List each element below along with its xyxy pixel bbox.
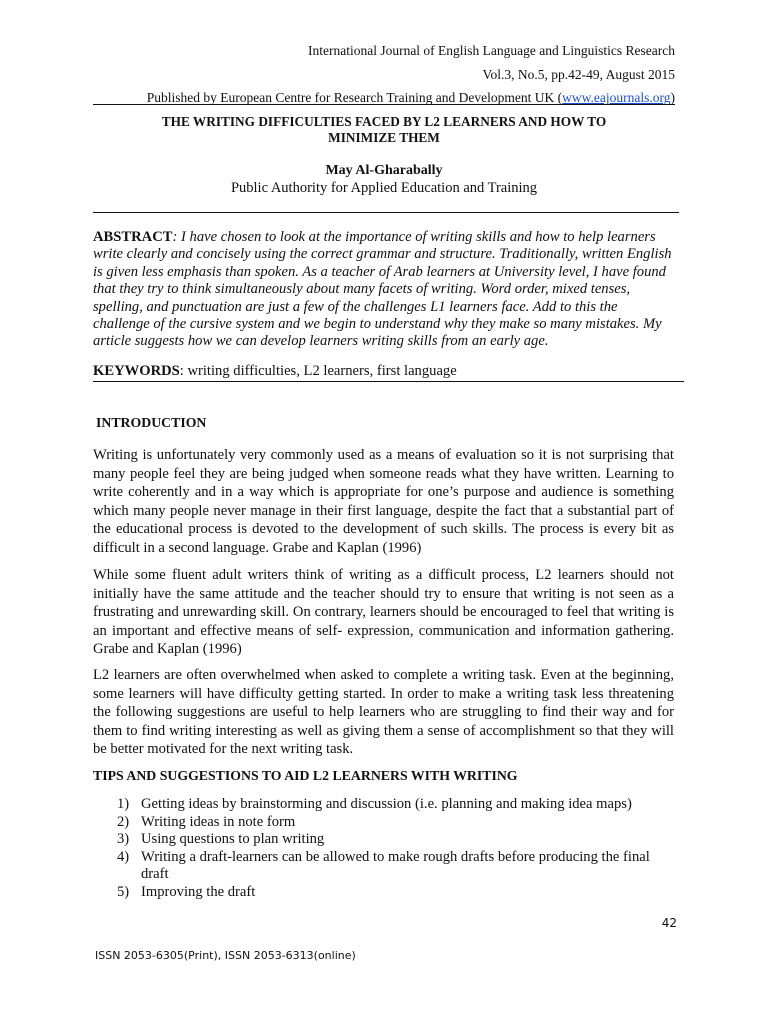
article-title	[93, 114, 675, 146]
list-number: 1)	[117, 796, 130, 812]
title-divider	[93, 212, 679, 213]
keywords	[93, 363, 457, 380]
page-number: 42	[661, 916, 677, 930]
keywords-label: KEYWORDS	[93, 363, 180, 379]
list-number: 2)	[117, 813, 130, 830]
journal-name: International Journal of English Language and Linguistics Research	[307, 43, 675, 58]
keywords-text: : writing difficulties, L2 learners, first language	[179, 363, 457, 379]
issn-footer: ISSN 2053-6305(Print), ISSN 2053-6313(online)	[95, 949, 356, 962]
list-item	[117, 884, 677, 902]
list-item	[117, 814, 677, 832]
list-number: 4)	[117, 848, 130, 865]
tips-heading: TIPS AND SUGGESTIONS TO AID L2 LEARNERS WITH WRITING	[93, 768, 518, 783]
keywords-divider	[93, 381, 684, 382]
title-line-2: MINIMIZE THEM	[328, 130, 440, 145]
abstract	[93, 229, 676, 351]
list-text: Writing ideas in note form	[141, 813, 296, 830]
list-item	[117, 796, 677, 814]
list-text: Getting ideas by brainstorming and discussion (i.e. planning and making idea maps)	[141, 796, 632, 812]
abstract-label: ABSTRACT	[93, 229, 173, 245]
list-number: 5)	[117, 883, 130, 900]
list-text: Improving the draft	[141, 883, 256, 900]
journal-website-link[interactable]: www.eajournals.org	[562, 90, 671, 105]
author-affiliation: Public Authority for Applied Education and Training	[230, 180, 538, 196]
list-text: Writing a draft-learners can be allowed to make rough drafts before producing the final draft	[141, 848, 650, 883]
abstract-colon: :	[172, 229, 178, 245]
publisher-suffix: )	[670, 90, 675, 105]
title-line-1: THE WRITING DIFFICULTIES FACED BY L2 LEARNERS AND HOW TO	[161, 114, 607, 129]
list-text: Using questions to plan writing	[141, 831, 325, 848]
list-item	[117, 831, 677, 849]
volume-info: Vol.3, No.5, pp.42-49, August 2015	[482, 67, 675, 82]
tips-list	[117, 796, 677, 902]
author-name: May Al-Gharabally	[325, 163, 443, 178]
list-number: 3)	[117, 831, 130, 848]
list-item	[117, 849, 677, 884]
abstract-text: I have chosen to look at the importance of writing skills and how to help learners write clearly and concisely using the correct grammar and structure. Traditionally, written English is given less emphasis than spoken. As a teacher of Arab learners at University level, I have found that they try to think simultaneously about many facets of writing. Word order, mixed tenses, spelling, and punctuation are just a few of the challenges L1 learners face. Add to this the challenge of the cursive system and we begin to understand why they make so many mistakes. My article suggests how we can develop learners writing skills from an early age.	[93, 229, 672, 350]
introduction-heading: INTRODUCTION	[96, 415, 207, 430]
intro-paragraph-2: While some fluent adult writers think of writing as a difficult process, L2 learners should not initially have the same attitude and the teacher should try to ensure that writing is not seen as a frustrating and unrewarding skill. On contrary, learners should be encouraged to feel that writing is an important and effective means of self- expression, communication and information gathering. Grabe and Kaplan (1996)	[93, 567, 674, 658]
header-divider	[93, 104, 675, 105]
intro-paragraph-3: L2 learners are often overwhelmed when asked to complete a writing task. Even at the beginning, some learners will have difficulty getting started. In order to make a writing task less threatening the following suggestions are useful to help learners who are struggling to find their way and for them to find writing interesting as well as giving them a sense of accomplishment so that they will be better motivated for the next writing task.	[93, 667, 674, 758]
publisher-text: Published by European Centre for Research Training and Development UK (	[146, 90, 563, 105]
intro-paragraph-1: Writing is unfortunately very commonly used as a means of evaluation so it is not surprising that many people feel they are being judged when someone reads what they have written. Learning to write coherently and in a way which is appropriate for one’s purpose and audience is something which many people never manage in their first language, despite the fact that a substantial part of the educational process is devoted to the development of such skills. The process is every bit as difficult in a second language. Grabe and Kaplan (1996)	[93, 447, 674, 556]
